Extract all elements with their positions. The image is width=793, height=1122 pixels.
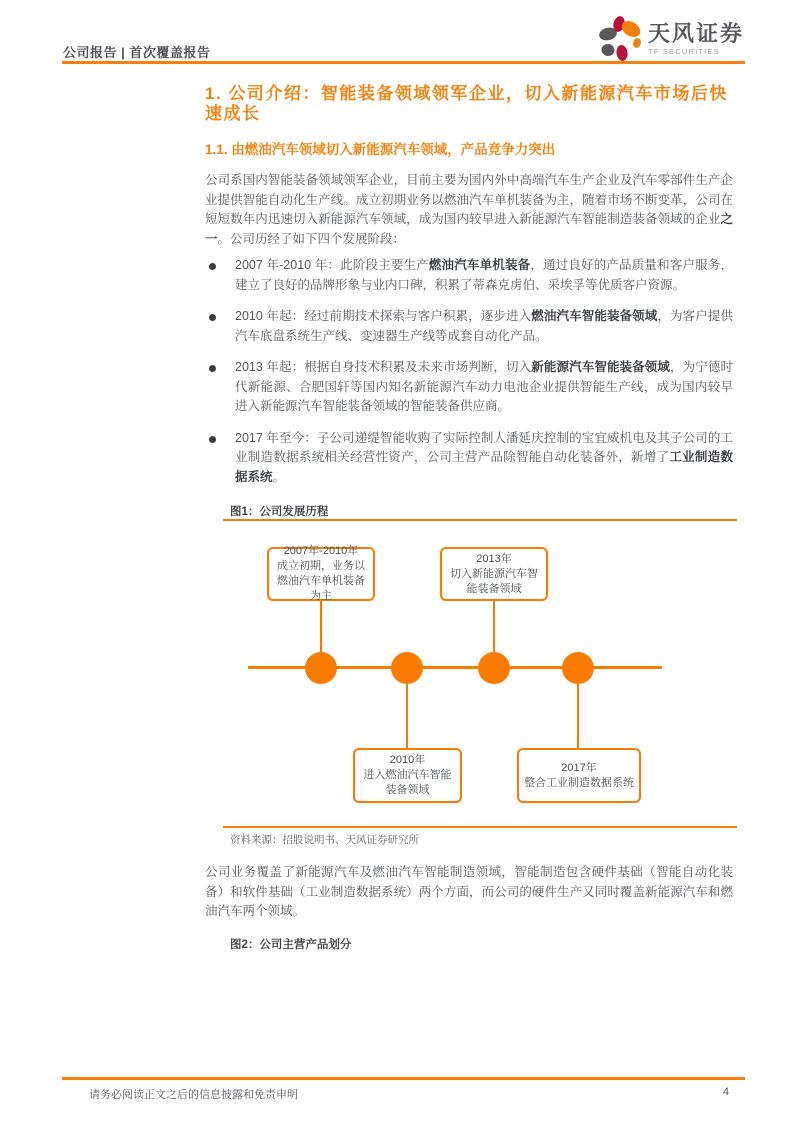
timeline-event-year: 2017年 xyxy=(561,761,597,774)
brand-name: 天风证券 xyxy=(647,20,744,46)
bullet-text: 。 xyxy=(272,469,286,484)
list-item-2017 xyxy=(205,429,733,488)
report-type-label: 公司报告 | 首次覆盖报告 xyxy=(63,45,211,60)
intro-paragraph xyxy=(205,171,733,249)
timeline-event-desc: 进入燃油汽车智能装备领域 xyxy=(363,769,452,796)
timeline-connector xyxy=(320,601,322,652)
timeline-connector xyxy=(493,601,495,652)
timeline-event-2007 xyxy=(267,547,375,601)
timeline-node-2017 xyxy=(562,652,594,684)
figure2-caption: 图2：公司主营产品划分 xyxy=(230,939,352,951)
bullet-text: ，通过良好的产品质量和客户服务，建立了良好的品牌形象与业内口碑，积累了蒂森克虏伯、采埃孚等优质客户资源。 xyxy=(235,258,733,292)
timeline-event-2013 xyxy=(440,547,548,601)
list-item-2013 xyxy=(205,358,733,417)
timeline-event-year: 2013年 xyxy=(476,552,512,565)
bullet-text: 2017 年至今：子公司递缇智能收购了实际控制人潘延庆控制的宝宜威机电及其子公司的工业制造数据系统相关经营性资产，公司主营产品除智能自动化装备外，新增了 xyxy=(235,430,733,464)
bullet-text-bold: 工业制造数据系统 xyxy=(235,450,733,484)
page-number: 4 xyxy=(722,1086,729,1098)
timeline-connector xyxy=(406,684,408,748)
intro-run: 公司系国内智能装备领域领军企业，目前主要为国内外中高端汽车生产企业及汽车零部件生产企业提供智能自动化生产线。成立初期业务以燃油汽车单机装备为主，随着市场不断变革，公司在短短数年内迅速切入新能源汽车领域，成为国内较早进入新能源汽车智能制造装备领域的企业 xyxy=(205,173,733,226)
timeline-node-2010 xyxy=(391,652,423,684)
development-stages-list xyxy=(205,256,733,499)
bullet-icon xyxy=(209,263,216,270)
timeline-event-desc: 切入新能源汽车智能装备领域 xyxy=(450,567,538,595)
bullet-text-bold: 燃油汽车单机装备 xyxy=(428,258,531,272)
section-title: 1. 公司介绍：智能装备领域领军企业，切入新能源汽车市场后快速成长 xyxy=(205,84,728,123)
figure1-source: 资料来源：招股说明书、天风证券研究所 xyxy=(230,834,419,846)
logo-text xyxy=(648,22,744,56)
timeline-event-year: 2010年 xyxy=(389,754,426,766)
timeline-event-desc: 整合工业制造数据系统 xyxy=(524,776,634,789)
tf-securities-logo xyxy=(595,15,744,62)
footer-divider xyxy=(62,1077,745,1080)
bullet-icon xyxy=(209,314,216,321)
intro-run-bold: 之一 xyxy=(205,212,733,246)
bullet-icon xyxy=(209,436,216,443)
timeline-node-2013 xyxy=(478,652,510,684)
bullet-text-bold: 燃油汽车智能装备领域 xyxy=(531,309,658,323)
brand-subtitle: TF SECURITIES xyxy=(647,46,720,56)
company-history-timeline-diagram xyxy=(223,524,737,824)
figure1-top-rule xyxy=(223,519,737,521)
header-divider xyxy=(62,61,745,64)
bullet-text: ，为客户提供汽车底盘系统生产线、变速器生产线等成套自动化产品。 xyxy=(235,309,733,343)
timeline-event-desc: 成立初期，业务以燃油汽车单机装备为主 xyxy=(277,560,365,602)
bullet-icon xyxy=(209,365,216,372)
figure1-caption: 图1：公司发展历程 xyxy=(230,506,329,518)
figure1-bottom-rule xyxy=(223,826,737,828)
bullet-text-bold: 新能源汽车智能装备领域 xyxy=(531,360,671,374)
bullet-text: ，为宁德时代新能源、合肥国轩等国内知名新能源汽车动力电池企业提供智能生产线，成为国内较早进入新能源汽车智能装备领域的智能装备供应商。 xyxy=(235,360,733,413)
timeline-connector xyxy=(577,684,579,748)
timeline-event-2017 xyxy=(517,748,641,803)
subsection-title: 1.1. 由燃油汽车领域切入新能源汽车领域，产品竞争力突出 xyxy=(205,142,556,157)
timeline-node-2007 xyxy=(305,652,337,684)
bullet-text: 2007 年-2010 年：此阶段主要生产 xyxy=(235,258,429,272)
bullet-text: 2013 年起：根据自身技术积累及未来市场判断，切入 xyxy=(235,360,532,374)
list-item-2010 xyxy=(205,307,733,346)
logo-flower-icon xyxy=(595,15,641,62)
footer-disclaimer: 请务必阅读正文之后的信息披露和免责申明 xyxy=(89,1089,298,1101)
intro-run: 。公司历经了如下四个发展阶段： xyxy=(217,231,406,246)
business-scope-paragraph: 公司业务覆盖了新能源汽车及燃油汽车智能制造领域，智能制造包含硬件基础（智能自动化装备）和软件基础（工业制造数据系统）两个方面，而公司的硬件生产又同时覆盖新能源汽车和燃油汽车两个领域。 xyxy=(205,865,733,918)
bullet-text: 2010 年起：经过前期技术探索与客户积累，逐步进入 xyxy=(235,309,532,323)
timeline-event-2010 xyxy=(353,748,462,803)
timeline-event-year: 2007年-2010年 xyxy=(283,545,359,557)
list-item-2007 xyxy=(205,256,733,295)
